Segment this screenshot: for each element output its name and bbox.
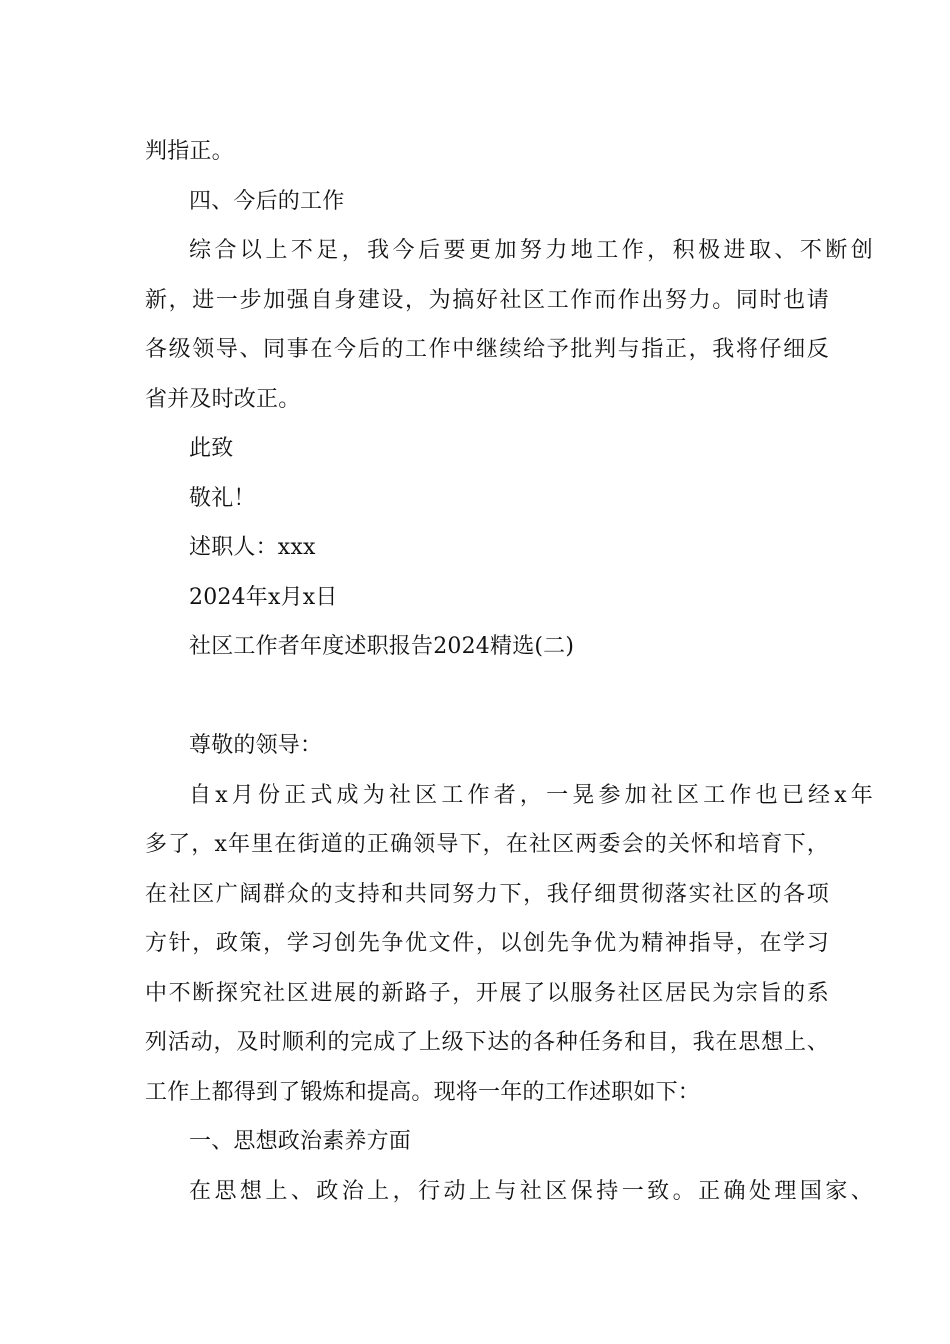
text-line-22: 在思想上、政治上，行动上与社区保持一致。正确处理国家、 (189, 1178, 873, 1204)
text-line-4: 新，进一步加强自身建设，为搞好社区工作而作出努力。同时也请 (145, 287, 829, 313)
text-line-14: 自x月份正式成为社区工作者，一晃参加社区工作也已经x年 (189, 782, 873, 808)
closing-salutation: 此致 (189, 436, 234, 461)
text-line-16: 在社区广阔群众的支持和共同努力下，我仔细贯彻落实社区的各项 (145, 881, 829, 907)
section-title: 社区工作者年度述职报告2024精选(二) (189, 634, 575, 659)
section-heading-ideology: 一、思想政治素养方面 (189, 1129, 412, 1154)
report-date: 2024年x月x日 (189, 584, 338, 610)
text-line-19: 列活动，及时顺利的完成了上级下达的各种任务和目，我在思想上、 (145, 1030, 829, 1055)
text-line-17: 方针，政策，学习创先争优文件，以创先争优为精神指导，在学习 (145, 931, 829, 956)
reporter-signature: 述职人：xxx (189, 535, 316, 560)
text-line-18: 中不断探究社区进展的新路子，开展了以服务社区居民为宗旨的系 (145, 980, 829, 1006)
greeting: 尊敬的领导： (189, 733, 323, 758)
text-line-5: 各级领导、同事在今后的工作中继续给予批判与指正，我将仔细反 (145, 337, 829, 362)
text-line-15: 多了，x年里在街道的正确领导下，在社区两委会的关怀和培育下， (145, 832, 829, 857)
document-body (145, 127, 873, 1216)
text-line-1: 判指正。 (145, 139, 234, 164)
blank-line (145, 672, 835, 722)
text-line-6: 省并及时改正。 (145, 386, 301, 412)
text-line-20: 工作上都得到了锻炼和提高。现将一年的工作述职如下： (145, 1079, 701, 1105)
closing-regards: 敬礼！ (189, 485, 256, 511)
section-heading-future-work: 四、今后的工作 (189, 188, 345, 214)
text-line-3: 综合以上不足，我今后要更加努力地工作，积极进取、不断创 (189, 238, 873, 263)
